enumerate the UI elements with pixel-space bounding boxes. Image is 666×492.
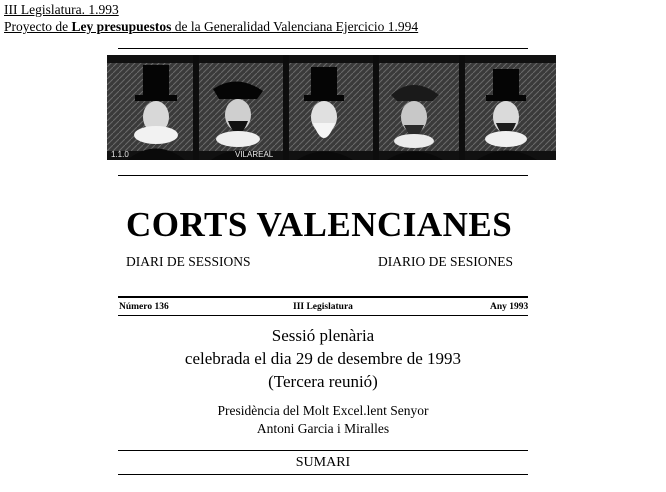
presidency-line: Presidència del Molt Excel.lent Senyor [217,403,429,418]
issue-year: Any 1993 [490,302,529,312]
legislature-link[interactable]: III Legislatura. 1.993 [4,2,119,17]
summary-top-rule [118,450,528,451]
banner-caption-mid: VILAREAL [235,150,274,159]
banner-bottom-rule [118,175,528,176]
masthead-title: CORTS VALENCIANES [126,205,513,244]
issue-legislature: III Legislatura [293,302,353,312]
subtitle-spanish: DIARIO DE SESIONES [378,254,513,269]
issue-bottom-rule [118,315,528,316]
issue-number: Número 136 [119,302,169,312]
bill-link[interactable] [4,19,418,35]
bill-link-pre: Proyecto de [4,19,72,34]
historical-portraits-banner [107,55,556,160]
banner-caption-left: 1.1.0 [111,150,129,159]
president-name: Antoni Garcia i Miralles [256,421,390,436]
session-type: Sessió plenària [271,326,375,345]
top-rule [118,48,528,49]
session-date: celebrada el dia 29 de desembre de 1993 [184,349,462,368]
bill-link-bold: Ley presupuestos [71,19,172,34]
issue-top-rule [118,296,528,298]
session-meeting: (Tercera reunió) [268,372,378,391]
summary-bottom-rule [118,474,528,475]
summary-heading: SUMARI [295,455,351,470]
subtitle-valencian: DIARI DE SESSIONS [126,254,251,269]
bill-link-post: de la Generalidad Valenciana Ejercicio 1.994 [171,19,419,34]
